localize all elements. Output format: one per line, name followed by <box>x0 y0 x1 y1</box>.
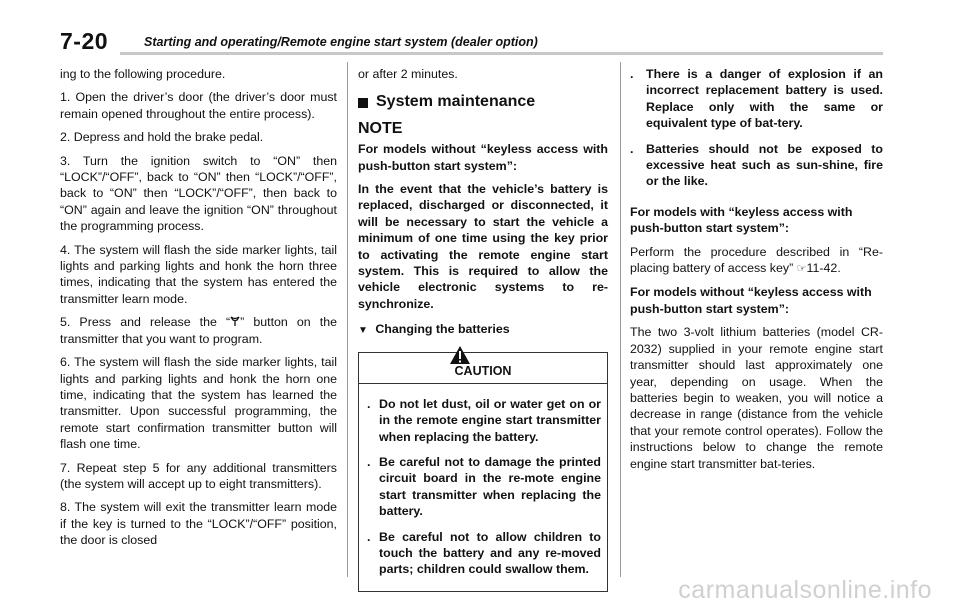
section-marker-icon <box>358 98 368 108</box>
caution-item: . Do not let dust, oil or water get on or in the remote engine start transmitter when replacing the battery. <box>367 396 601 444</box>
page-number: 7-20 <box>60 28 109 54</box>
caution-box <box>358 352 608 592</box>
caution-body <box>359 384 607 591</box>
note-paragraph: In the event that the vehicle’s battery is replaced, discharged or disconnected, it will be necessary to start the vehicle a minimum of one time using the key prior to activating the remote engine start system. This is required to allow the vehicle electronic systems to re-synchronize. <box>358 182 608 311</box>
note-heading: NOTE <box>358 119 403 137</box>
caution-item: . Be careful not to allow children to touch the battery and any re-moved parts; children could swallow them. <box>367 529 601 577</box>
step-6: 6. The system will flash the side marker lights, tail lights and parking lights and honk the horn one time, indicating that the system has learned the transmitter. Upon successful programming, the remote start confirmation transmitter button will flash one time. <box>60 355 337 452</box>
section-heading: System maintenance <box>358 94 608 110</box>
paragraph: or after 2 minutes. <box>358 67 458 81</box>
caution-header <box>359 353 607 384</box>
triangle-down-icon: ▼ <box>358 325 368 337</box>
remote-button-icon <box>230 315 240 325</box>
step-7: 7. Repeat step 5 for any additional transmitters (the system will accept up to eight transmitters). <box>60 460 337 491</box>
step-1: 1. Open the driver’s door (the driver’s door must remain opened throughout the entire process). <box>60 90 337 121</box>
note-paragraph: For models without “keyless access with push-button start system”: <box>358 142 608 173</box>
page-reference-icon: ☞ <box>796 263 807 276</box>
subsection-heading: ▼ Changing the batteries <box>358 322 510 337</box>
step-8: 8. The system will exit the transmitter learn mode if the key is turned to the “LOCK”/“OFF” position, the door is closed <box>60 500 337 548</box>
model-heading: For models without “keyless access with push-button start system”: <box>630 285 872 316</box>
caution-title: CAUTION <box>454 363 512 378</box>
caution-item: . Be careful not to damage the printed circuit board in the re-mote engine start transmitter when replacing the battery. <box>367 454 601 519</box>
step-3: 3. Turn the ignition switch to “ON” then “LOCK”/“OFF”, back to “ON” then “LOCK”/“OFF”, back to “ON” then “LOCK”/“OFF”, then back to “ON” again and leave the ignition “ON” throughout the programming process. <box>60 153 337 234</box>
watermark: carmanualsonline.info <box>678 576 932 604</box>
caution-item: . There is a danger of explosion if an incorrect replacement battery is used. Replace only with the same or equivalent type of bat-tery. <box>630 67 883 131</box>
page-header <box>60 28 883 54</box>
header-rule <box>120 52 883 55</box>
caution-item: . Batteries should not be exposed to excessive heat such as sun-shine, fire or the like. <box>630 141 883 189</box>
column-divider <box>620 62 621 577</box>
paragraph: ing to the following procedure. <box>60 67 226 81</box>
step-2: 2. Depress and hold the brake pedal. <box>60 130 264 145</box>
page-title: Starting and operating/Remote engine start system (dealer option) <box>144 35 538 49</box>
step-4: 4. The system will flash the side marker lights, tail lights and parking lights and honk the horn three times, indicating that the system has entered the transmitter learn mode. <box>60 242 337 306</box>
step-5: 5. Press and release the “ ” button on the transmitter that you want to program. <box>60 315 337 346</box>
column-divider <box>347 62 348 577</box>
paragraph: The two 3-volt lithium batteries (model CR-2032) supplied in your remote engine start transmitter should last approximately one year, depending on usage. When the batteries begin to weaken, you will notice a decrease in range (distance from the vehicle that your remote control operates). Follow the instructions below to change the remote engine start transmitter bat-teries. <box>630 325 883 471</box>
column-left <box>60 66 337 556</box>
paragraph: Perform the procedure described in “Re-placing battery of access key” ☞11-42. <box>630 244 883 278</box>
column-middle <box>358 66 608 592</box>
column-right <box>630 66 883 479</box>
model-heading: For models with “keyless access with push-button start system”: <box>630 204 853 236</box>
